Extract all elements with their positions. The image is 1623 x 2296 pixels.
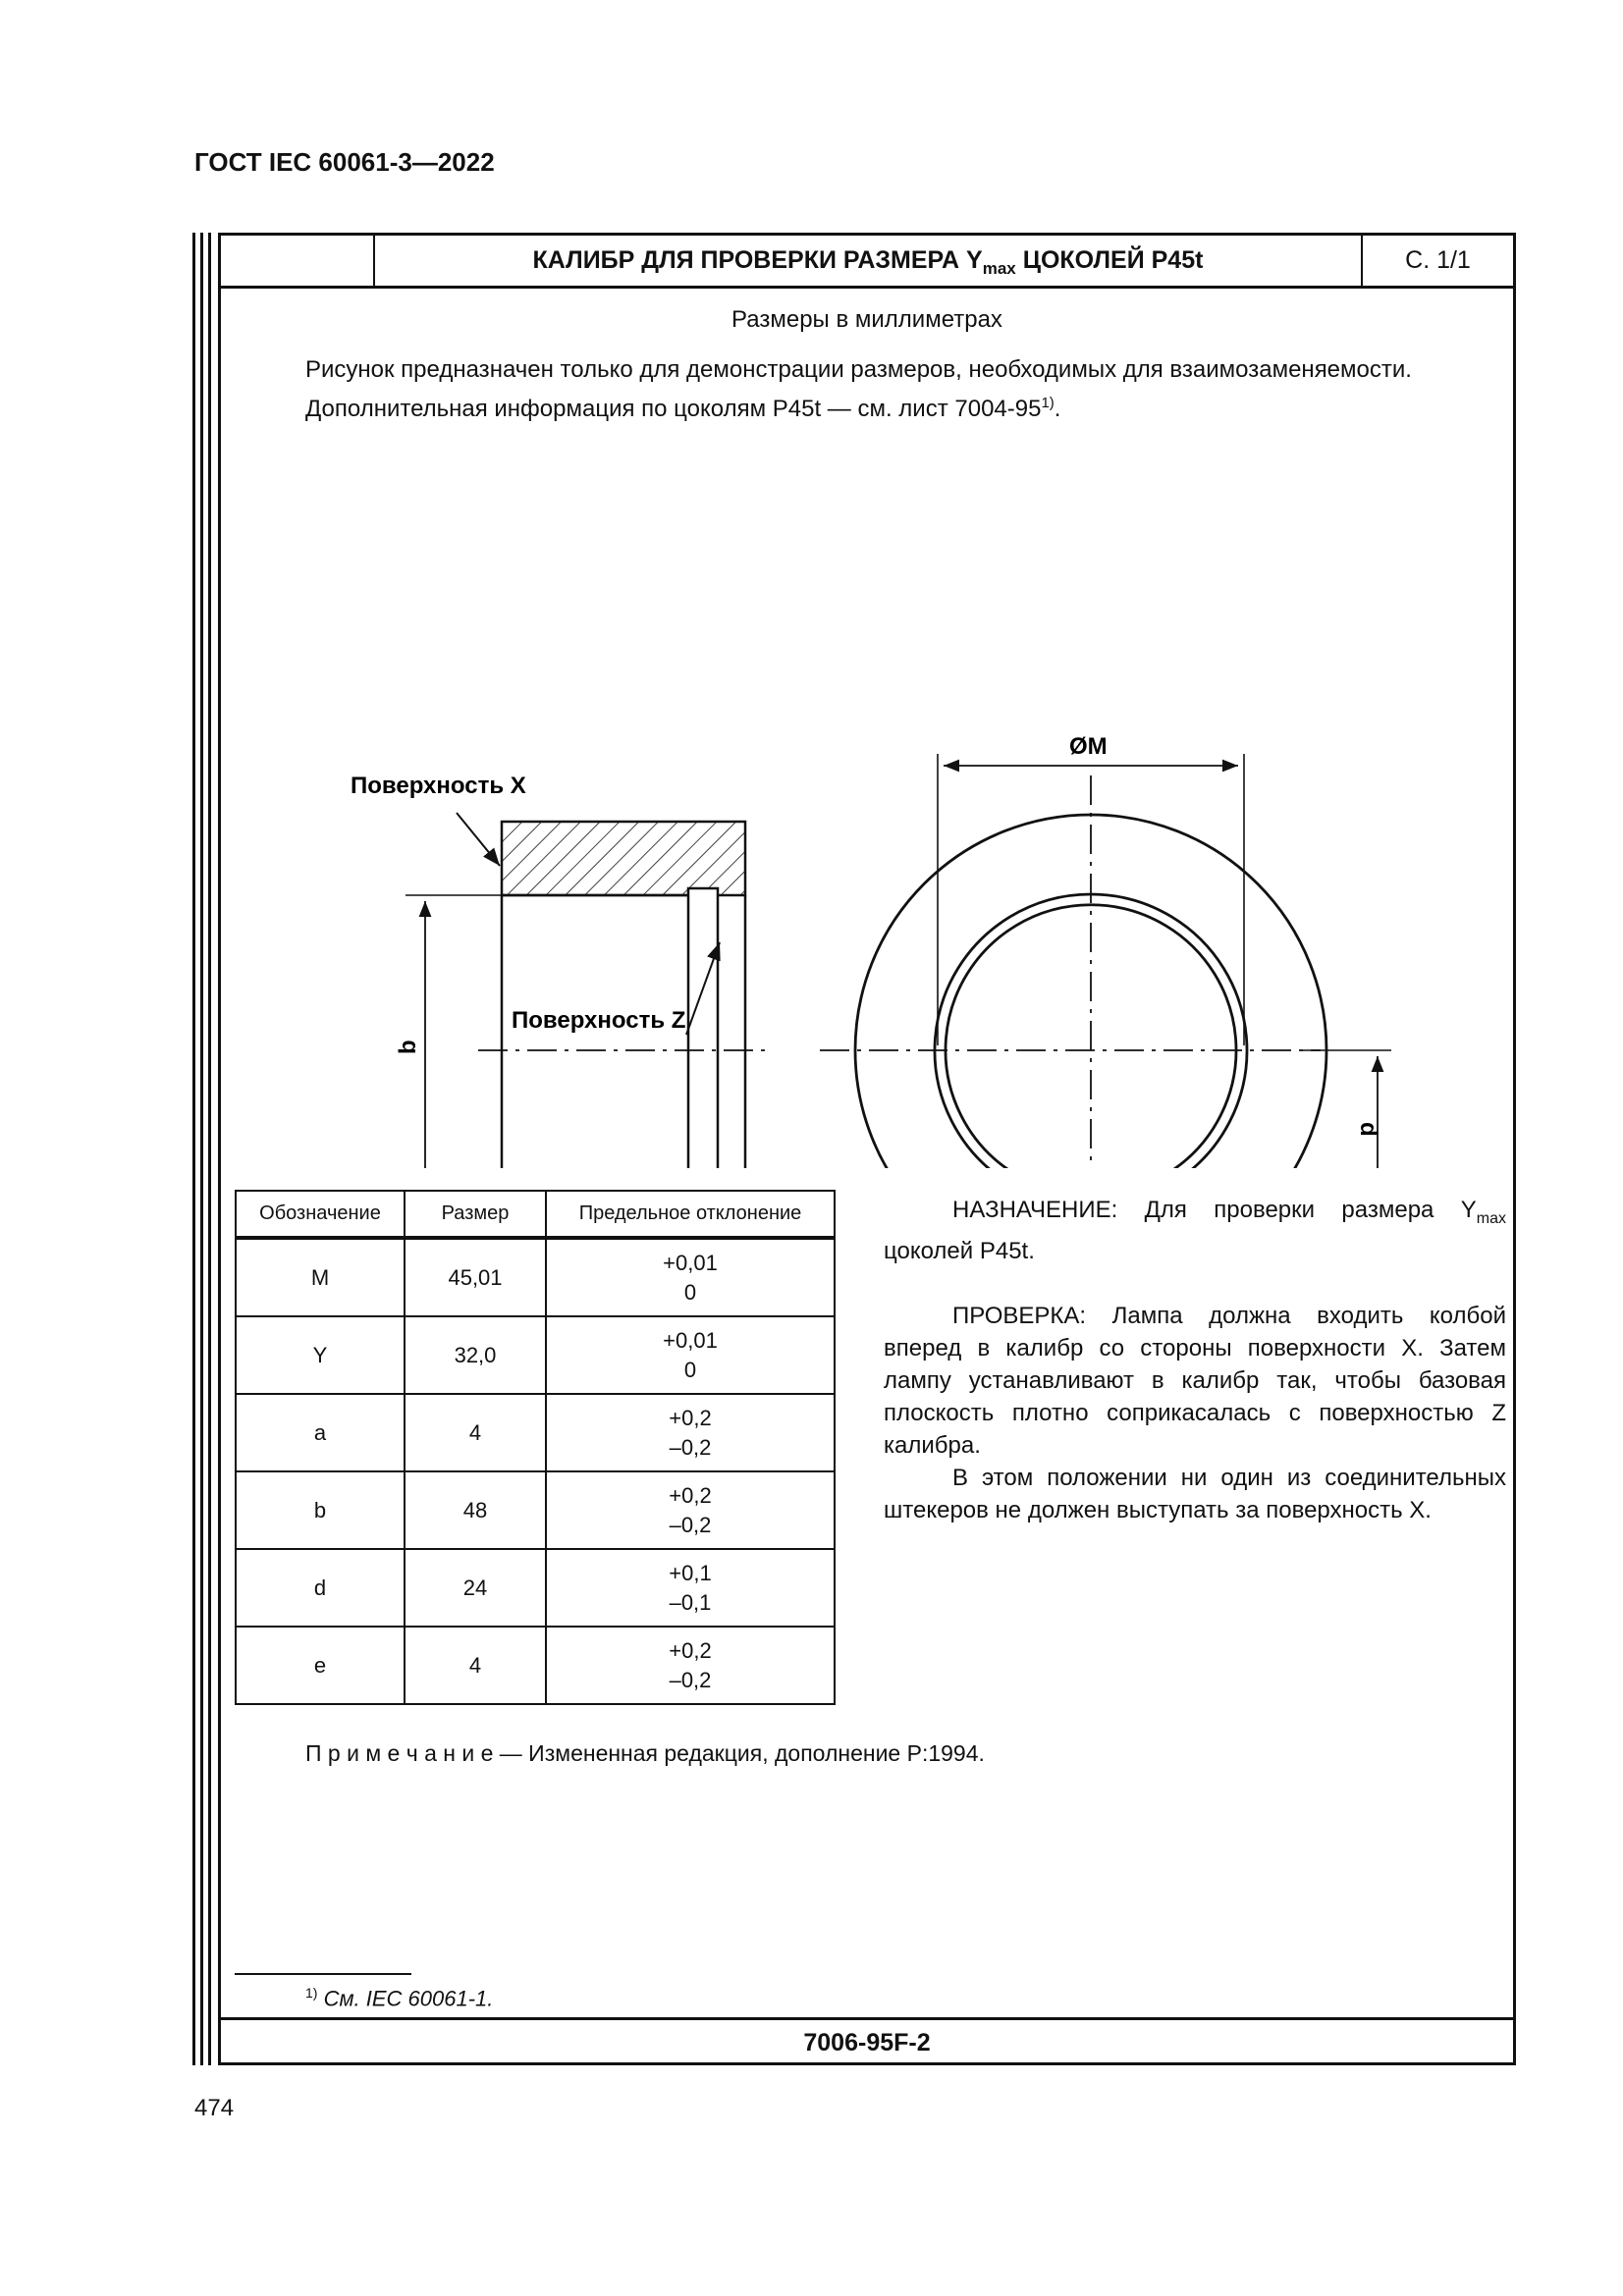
- table-header-row: [236, 1191, 835, 1238]
- data-sheet: [218, 233, 1516, 2065]
- dev-upper: +0,2: [669, 1405, 712, 1430]
- cell-deviation: [546, 1471, 835, 1549]
- cell-size: 32,0: [405, 1316, 546, 1394]
- dev-upper: +0,2: [669, 1637, 712, 1663]
- dev-lower: 0: [683, 1279, 697, 1305]
- intro-paragraph-2-end: .: [1054, 396, 1061, 422]
- table-header-deviation: Предельное отклонение: [546, 1191, 835, 1238]
- cell-size: 45,01: [405, 1238, 546, 1316]
- cell-size: 24: [405, 1549, 546, 1627]
- dimensions-table: [235, 1190, 836, 1705]
- dev-upper: +0,01: [663, 1250, 718, 1275]
- surface-z-label: Поверхность Z: [512, 1007, 686, 1034]
- dev-lower: –0,2: [669, 1434, 712, 1460]
- title-row: [221, 236, 1513, 289]
- dev-upper: +0,1: [669, 1560, 712, 1585]
- cell-symbol: b: [236, 1471, 405, 1549]
- sheet-title-subscript: max: [982, 259, 1016, 278]
- footnote: [305, 1985, 493, 2011]
- page-number: 474: [194, 2095, 235, 2121]
- dim-m-label: ØM: [1069, 733, 1108, 760]
- cell-symbol: M: [236, 1238, 405, 1316]
- cell-size: 48: [405, 1471, 546, 1549]
- section-view: [478, 822, 771, 1168]
- intro-paragraph-1: Рисунок предназначен только для демонстрации размеров, необходимых для взаимозаменяемости.: [305, 356, 1412, 383]
- dev-lower: 0: [683, 1357, 697, 1382]
- table-row: [236, 1627, 835, 1704]
- margin-line-outer: [192, 233, 195, 2065]
- cell-size: 4: [405, 1394, 546, 1471]
- cell-deviation: [546, 1316, 835, 1394]
- title-empty-cell: [221, 236, 375, 286]
- table-row: [236, 1549, 835, 1627]
- table-row: [236, 1394, 835, 1471]
- table-row: [236, 1238, 835, 1316]
- dev-lower: –0,2: [669, 1667, 712, 1692]
- cell-deviation: [546, 1238, 835, 1316]
- gauge-drawing: [221, 481, 1513, 1168]
- note-text: П р и м е ч а н и е — Измененная редакция, дополнение P:1994.: [305, 1740, 985, 1766]
- paragraph-gap: [884, 1267, 1506, 1300]
- table-row: [236, 1471, 835, 1549]
- footnote-rule: [235, 1973, 411, 1975]
- sheet-title-suffix: ЦОКОЛЕЙ P45t: [1015, 246, 1204, 274]
- position-paragraph: В этом положении ни один из соединительных штекеров не должен выступать за поверхность X.: [884, 1465, 1506, 1523]
- table-header-symbol: Обозначение: [236, 1191, 405, 1238]
- document-header: ГОСТ IEC 60061-3—2022: [194, 147, 495, 177]
- cell-symbol: e: [236, 1627, 405, 1704]
- cell-symbol: d: [236, 1549, 405, 1627]
- sheet-page-ref: С. 1/1: [1405, 246, 1471, 274]
- dev-upper: +0,01: [663, 1327, 718, 1353]
- footnote-marker: 1): [305, 1985, 318, 2001]
- cell-size: 4: [405, 1627, 546, 1704]
- cell-deviation: [546, 1627, 835, 1704]
- intro-paragraph-2: [237, 387, 1507, 426]
- margin-line-middle: [200, 233, 203, 2065]
- cell-symbol: a: [236, 1394, 405, 1471]
- surface-x-label: Поверхность X: [351, 773, 526, 799]
- table-row: [236, 1316, 835, 1394]
- table-header-size: Размер: [405, 1191, 546, 1238]
- margin-line-inner: [208, 233, 211, 2065]
- intro-paragraph-2-text: Дополнительная информация по цоколям P45t — см. лист 7004-95: [305, 396, 1042, 422]
- dev-lower: –0,2: [669, 1512, 712, 1537]
- purpose-paragraph: [884, 1194, 1506, 1267]
- end-view: [820, 775, 1326, 1168]
- section-hatch-top: [502, 822, 745, 895]
- dev-upper: +0,2: [669, 1482, 712, 1508]
- sheet-number: 7006-95F-2: [221, 2017, 1513, 2065]
- dim-d-label: d: [1355, 1122, 1381, 1137]
- cell-symbol: Y: [236, 1316, 405, 1394]
- purpose-subscript: max: [1476, 1210, 1506, 1227]
- sheet-title: [375, 236, 1363, 286]
- footnote-reference: 1): [1041, 395, 1055, 411]
- purpose-line: НАЗНАЧЕНИЕ: Для проверки размера Y: [952, 1197, 1477, 1223]
- purpose-line-end: цоколей P45t.: [884, 1238, 1035, 1264]
- dev-lower: –0,1: [669, 1589, 712, 1615]
- dim-b-label: b: [395, 1040, 421, 1054]
- footnote-text: См. IEC 60061-1.: [323, 1986, 494, 2011]
- check-paragraph: ПРОВЕРКА: Лампа должна входить колбой вперед в калибр со стороны поверхности X. Затем лампу устанавливают в калибр так, чтобы базовая плоскость плотно соприкасалась с поверхностью Z калибра.: [884, 1303, 1506, 1459]
- section-groove: [688, 888, 718, 1168]
- purpose-text: [884, 1194, 1506, 1526]
- intro-text: [237, 353, 1507, 426]
- cell-deviation: [546, 1549, 835, 1627]
- sheet-title-prefix: КАЛИБР ДЛЯ ПРОВЕРКИ РАЗМЕРА Y: [532, 246, 983, 274]
- surface-x-leader: [457, 813, 500, 866]
- units-caption: Размеры в миллиметрах: [731, 306, 1002, 333]
- cell-deviation: [546, 1394, 835, 1471]
